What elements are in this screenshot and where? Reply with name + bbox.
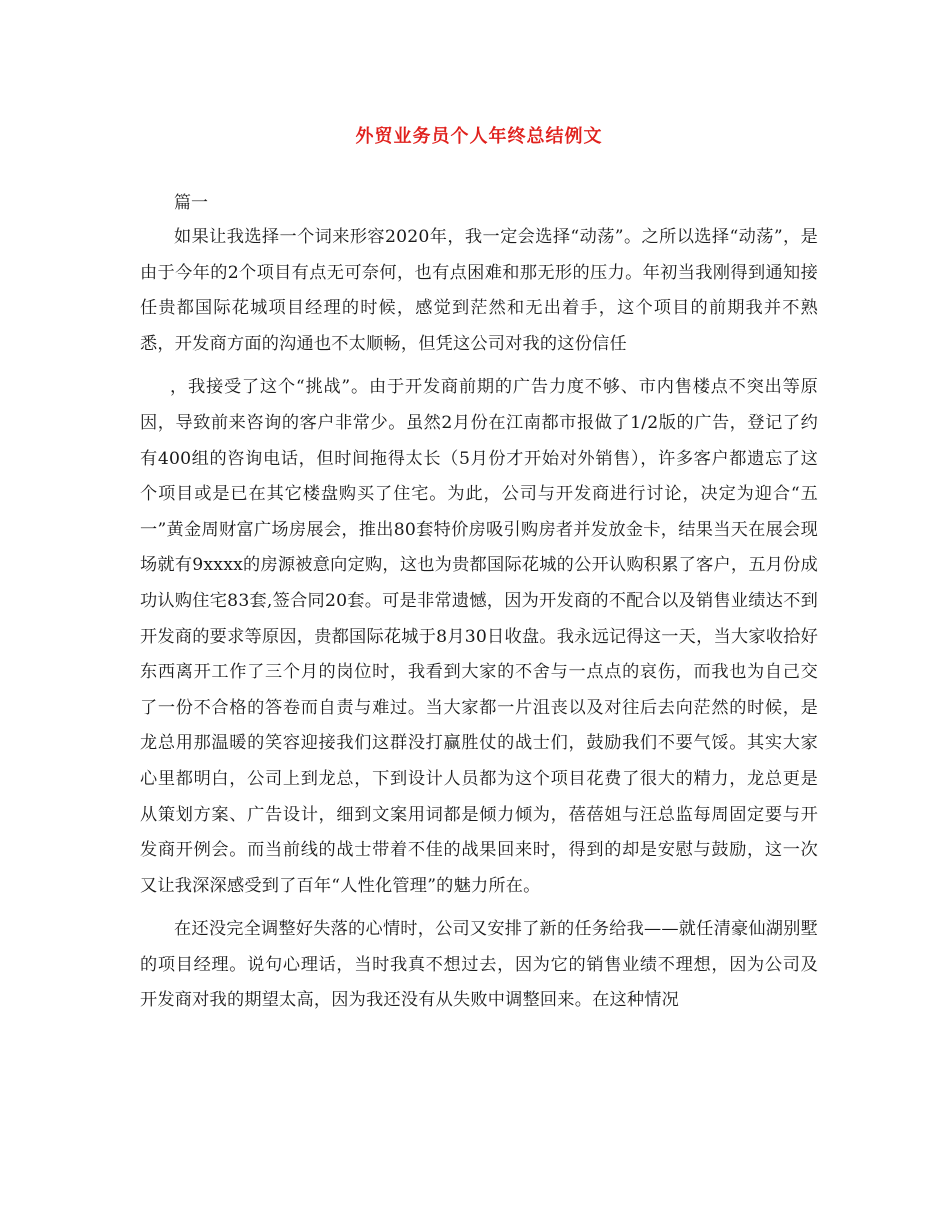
document-title: 外贸业务员个人年终总结例文 [355,126,603,147]
section-label: 篇一 [174,193,208,213]
paragraph-3: 在还没完全调整好失落的心情时，公司又安排了新的任务给我——就任清豪仙湖别墅的项目经理。说句心理话，当时我真不想过去，因为它的销售业绩不理想，因为公司及开发商对我的期望太高，因为我还没有从失败中调整回来。在这种情况 [140,919,818,1011]
paragraph-1: 如果让我选择一个词来形容2020年，我一定会选择“动荡”。之所以选择“动荡”，是由于今年的2个项目有点无可奈何，也有点困难和那无形的压力。年初当我刚得到通知接任贵都国际花城项目经理的时候，感觉到茫然和无出着手，这个项目的前期我并不熟悉，开发商方面的沟通也不太顺畅，但凭这公司对我的这份信任 [140,227,818,354]
paragraph-2: ，我接受了这个“挑战”。由于开发商前期的广告力度不够、市内售楼点不突出等原因，导致前来咨询的客户非常少。虽然2月份在江南都市报做了1/2版的广告，登记了约有400组的咨询电话，但时间拖得太长（5月份才开始对外销售），许多客户都遗忘了这个项目或是已在其它楼盘购买了住宅。为此，公司与开发商进行讨论，决定为迎合“五一”黄金周财富广场房展会，推出80套特价房吸引购房者并发放金卡，结果当天在展会现场就有9xxxx的房源被意向定购，这也为贵都国际花城的公开认购积累了客户，五月份成功认购住宅83套,签合同20套。可是非常遗憾，因为开发商的不配合以及销售业绩达不到开发商的要求等原因，贵都国际花城于8月30日收盘。我永远记得这一天，当大家收拾好东西离开工作了三个月的岗位时，我看到大家的不舍与一点点的哀伤，而我也为自己交了一份不合格的答卷而自责与难过。当大家都一片沮丧以及对往后去向茫然的时候，是龙总用那温暖的笑容迎接我们这群没打赢胜仗的战士们，鼓励我们不要气馁。其实大家心里都明白，公司上到龙总，下到设计人员都为这个项目花费了很大的精力，龙总更是从策划方案、广告设计，细到文案用词都是倾力倾为，蓓蓓姐与汪总监每周固定要与开发商开例会。而当前线的战士带着不佳的战果回来时，得到的却是安慰与鼓励，这一次又让我深深感受到了百年“人性化管理”的魅力所在。 [140,377,818,896]
